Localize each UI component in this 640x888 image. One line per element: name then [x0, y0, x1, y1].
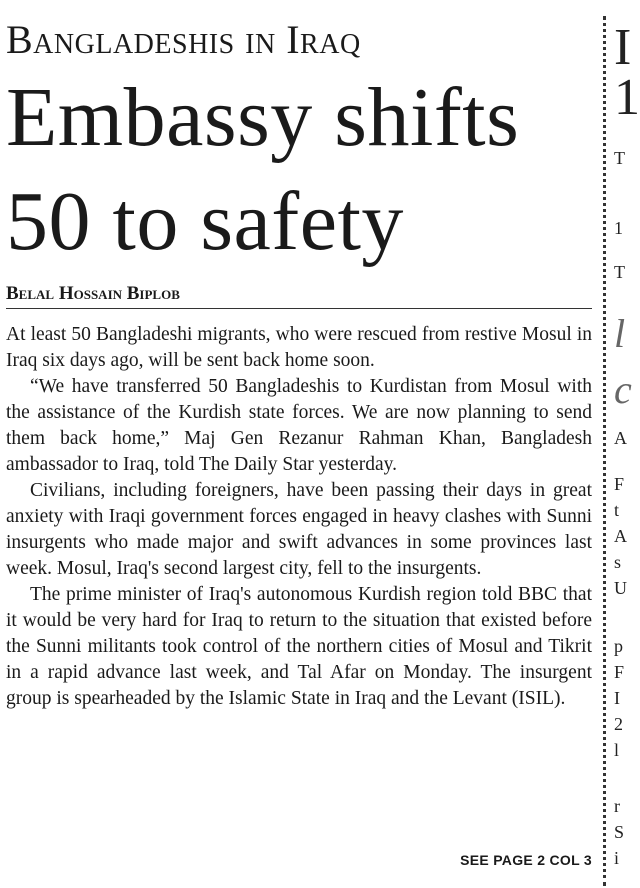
byline-rule: [6, 308, 592, 309]
adjacent-fragment: U: [614, 578, 627, 598]
adjacent-fragment: A: [614, 428, 627, 448]
article-paragraph: At least 50 Bangladeshi migrants, who were rescued from restive Mosul in Iraq six days ago, will be sent back home soon.: [6, 324, 592, 371]
adjacent-fragment: A: [614, 526, 627, 546]
adjacent-fragment: T: [614, 148, 625, 168]
continuation-jump-line: SEE PAGE 2 COL 3: [460, 852, 592, 868]
adjacent-fragment: l: [614, 740, 620, 760]
adjacent-fragment: I: [614, 19, 632, 76]
adjacent-fragment: c: [614, 367, 632, 412]
adjacent-fragment: r: [614, 796, 620, 816]
adjacent-fragment: i: [614, 848, 620, 868]
column-divider: [603, 16, 606, 886]
article-paragraph: Civilians, including foreigners, have been passing their days in great anxiety with Iraqi government forces engaged in heavy clashes with Sunni insurgents who made major and swift advances in some provinces last week. Mosul, Iraq's second largest city, fell to the insurgents.: [6, 480, 592, 579]
article-paragraph: “We have transferred 50 Bangladeshis to Kurdistan from Mosul with the assistance of the Kurdish state forces. We are now planning to send them back home,” Maj Gen Rezanur Rahman Khan, Bangladesh ambassador to Iraq, told The Daily Star yesterday.: [6, 376, 592, 475]
article-headline: Embassy shifts 50 to safety: [6, 71, 520, 268]
adjacent-fragment: F: [614, 662, 625, 682]
article-kicker: Bangladeshis in Iraq: [6, 17, 361, 62]
adjacent-fragment: 1: [614, 69, 640, 126]
article-body: [6, 322, 592, 712]
adjacent-fragment: F: [614, 474, 625, 494]
news-article: [6, 0, 592, 888]
adjacent-fragment: I: [614, 688, 620, 708]
adjacent-fragment: p: [614, 636, 623, 656]
article-paragraph: The prime minister of Iraq's autonomous Kurdish region told BBC that it would be very hard for Iraq to return to the situation that existed before the Sunni militants took control of the northern cities of Mosul and Tikrit in a rapid advance last week, and Tal Afar on Monday. The insurgent group is spearheaded by the Islamic State in Iraq and the Levant (ISIL).: [6, 584, 592, 709]
adjacent-fragment: l: [614, 311, 626, 356]
adjacent-fragment: 2: [614, 714, 623, 734]
adjacent-fragment: 1: [614, 218, 623, 238]
adjacent-column-cropped: [614, 0, 640, 888]
article-byline: Belal Hossain Biplob: [6, 283, 180, 304]
adjacent-fragment: S: [614, 822, 625, 842]
adjacent-fragment: T: [614, 262, 625, 282]
adjacent-fragment: t: [614, 500, 620, 520]
adjacent-fragment: s: [614, 552, 622, 572]
